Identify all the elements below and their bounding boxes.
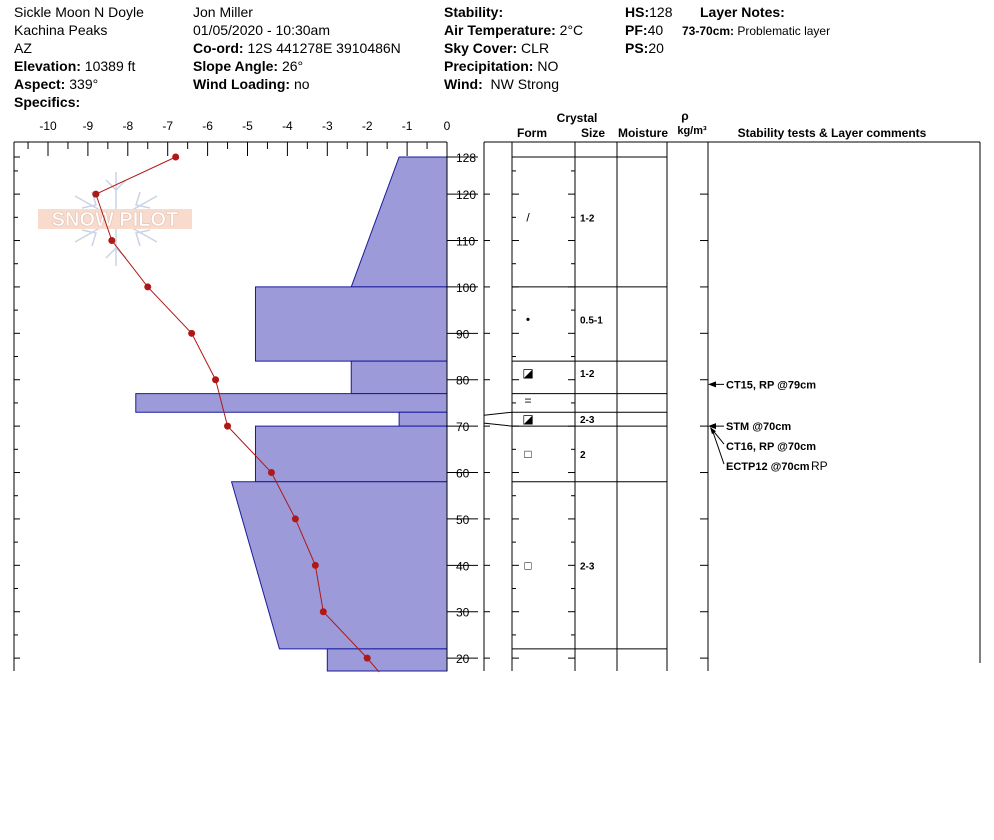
observer: Jon Miller [193, 4, 253, 20]
temp-point [108, 237, 115, 244]
temp-point [320, 608, 327, 615]
temp-point [92, 191, 99, 198]
density-unit-header: kg/m³ [677, 125, 707, 137]
temp-point [188, 330, 195, 337]
specifics: Specifics: [14, 94, 81, 110]
crystal-size: 1-2 [580, 368, 595, 380]
crystal-form-icon: ◪ [522, 365, 534, 380]
coordinates: Co-ord: 12S 441278E 3910486N [193, 40, 401, 56]
crystal-form-icon: □ [524, 446, 532, 461]
height-tick-label: 20 [456, 652, 470, 667]
stability-test-suffix: RP [811, 459, 828, 474]
hardness-bar-4 [399, 412, 447, 426]
arrow-icon [708, 423, 716, 429]
hardness-bar-2 [351, 361, 447, 393]
crystal-size: 1-2 [580, 213, 595, 225]
height-tick-label: 30 [456, 605, 470, 620]
stability-test: CT16, RP @70cm [726, 441, 817, 454]
crystal-form-icon: / [526, 210, 530, 225]
hs: HS:128 [625, 4, 673, 20]
temp-tick-label: -1 [401, 119, 413, 133]
crystal-form-icon: = [524, 393, 532, 408]
logo-text: SNOW PILOT [51, 209, 179, 231]
temp-point [144, 283, 151, 290]
rho-header: ρ [681, 109, 689, 123]
hardness-profile [136, 157, 447, 671]
temp-point [212, 376, 219, 383]
layer-note: 73-70cm: Problematic layer [682, 24, 831, 38]
hardness-bar-7 [327, 649, 447, 671]
test-arrow-line [712, 429, 724, 464]
hardness-bar-0 [351, 157, 447, 287]
wind: Wind: NW Strong [444, 76, 559, 92]
size-header: Size [580, 126, 606, 140]
temp-tick-label: -8 [122, 119, 134, 133]
precipitation: Precipitation: NO [444, 58, 559, 74]
sky-cover: Sky Cover: CLR [444, 40, 550, 56]
height-tick-label: 110 [456, 234, 476, 249]
elevation: Elevation: 10389 ft [14, 58, 136, 74]
temp-point [292, 515, 299, 522]
temp-point [312, 562, 319, 569]
temp-point [224, 423, 231, 430]
comments-header: Stability tests & Layer comments [737, 126, 927, 140]
layer-table [484, 142, 980, 671]
state-name: AZ [14, 40, 32, 56]
wind-loading: Wind Loading: no [193, 76, 310, 92]
crystal-size: 2 [580, 449, 586, 461]
stability-test: CT15, RP @79cm [726, 379, 817, 392]
ps: PS:20 [625, 40, 664, 56]
temp-point [172, 154, 179, 161]
height-tick-label: 80 [456, 373, 470, 388]
slope-angle: Slope Angle: 26° [193, 58, 304, 74]
height-tick-label: 120 [456, 188, 477, 203]
height-tick-label: 40 [456, 559, 470, 574]
temp-point [268, 469, 275, 476]
hardness-bar-5 [255, 426, 447, 482]
height-tick-label: 50 [456, 512, 470, 527]
temp-tick-label: -4 [282, 119, 293, 133]
temp-tick-label: -9 [82, 119, 94, 133]
height-tick-label: 60 [456, 466, 470, 481]
hardness-bar-6 [232, 482, 447, 649]
pf: PF:40 [625, 22, 664, 38]
crystal-size: 2-3 [580, 561, 595, 573]
temp-tick-label: -10 [39, 119, 57, 133]
stability-test: ECTP12 @70cm [726, 461, 810, 474]
crystal-size: 0.5-1 [580, 315, 603, 327]
crystal-form-icon: • [525, 312, 531, 327]
crystal-form-icon: ◪ [522, 412, 534, 427]
stability-test: STM @70cm [726, 421, 792, 434]
aspect: Aspect: 339° [14, 76, 99, 92]
height-tick-label: 100 [456, 280, 477, 295]
datetime: 01/05/2020 - 10:30am [193, 22, 330, 38]
temp-tick-label: -2 [361, 119, 373, 133]
temp-tick-label: -7 [162, 119, 174, 133]
temp-tick-label: 0 [443, 119, 451, 133]
air-temperature: Air Temperature: 2°C [444, 22, 584, 38]
hardness-bar-1 [255, 287, 447, 361]
layer-connector [484, 412, 512, 415]
temp-point [364, 655, 371, 662]
temp-tick-label: -6 [202, 119, 213, 133]
stability: Stability: [444, 4, 504, 20]
layer-notes-title: Layer Notes: [700, 4, 785, 20]
temp-tick-label: -5 [242, 119, 253, 133]
site-name: Sickle Moon N Doyle [14, 4, 144, 20]
hardness-bar-3 [136, 394, 447, 413]
height-tick-label: 128 [456, 151, 477, 165]
crystal-size: 2-3 [580, 415, 595, 427]
moisture-header: Moisture [617, 126, 669, 140]
snowpilot-logo [38, 172, 192, 266]
crystal-form-icon: □ [524, 558, 532, 573]
form-header: Form [517, 126, 547, 140]
crystal-header: Crystal [556, 111, 598, 125]
height-tick-label: 90 [456, 327, 470, 342]
arrow-icon [708, 381, 716, 387]
area-name: Kachina Peaks [14, 22, 108, 38]
temp-tick-label: -3 [321, 119, 333, 133]
height-tick-label: 70 [456, 420, 470, 435]
